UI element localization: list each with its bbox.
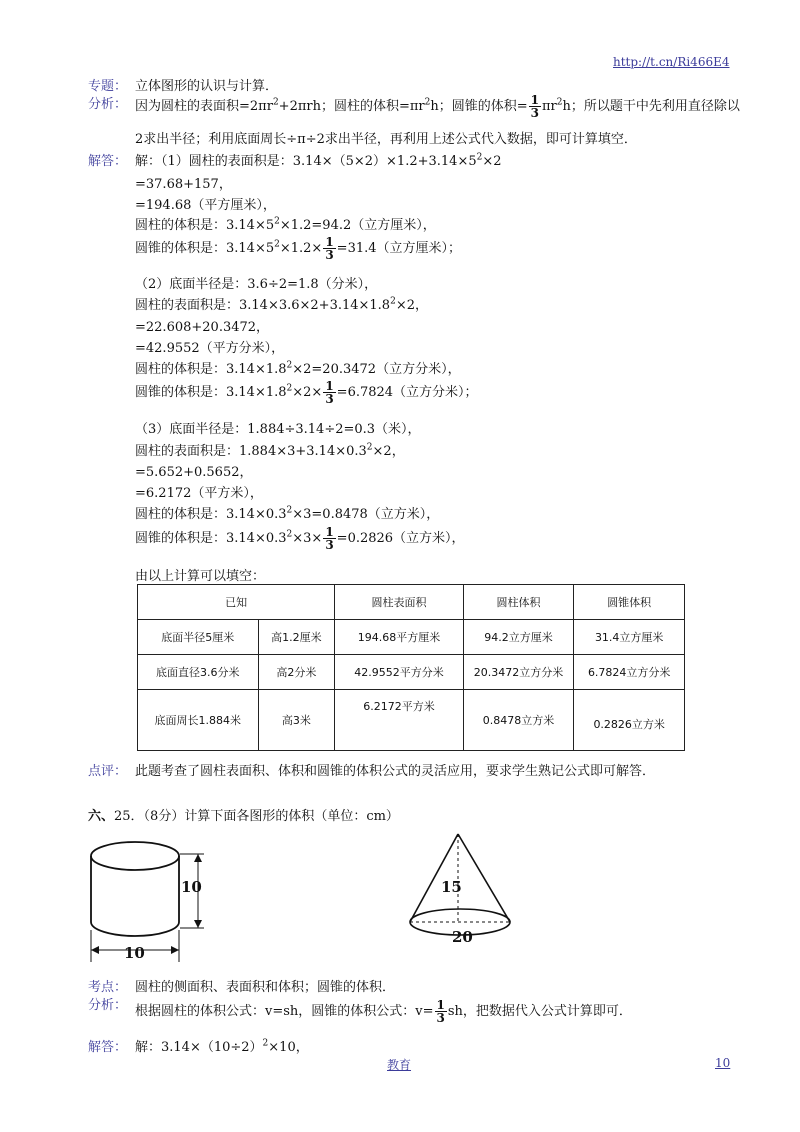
table-cell: 高2分米 bbox=[258, 655, 335, 690]
cone-diameter-label: 20 bbox=[452, 928, 473, 946]
table-row bbox=[138, 690, 685, 751]
solution-line: 圆柱的体积是：$3.14\times 1.8^2\times 2=20.3472$（立方分米）， bbox=[135, 360, 461, 377]
solution-line: =5.652+0.5652， bbox=[135, 465, 253, 480]
solution-line: 圆柱的体积是：$3.14\times 0.3^2\times 3=0.8478$（立方米）， bbox=[135, 505, 440, 522]
table-header-cell: 圆锥体积 bbox=[574, 585, 685, 620]
footer-link[interactable]: 教育 bbox=[387, 1058, 412, 1072]
solution-line: =37.68+157， bbox=[135, 177, 232, 192]
solution-line: =6.2172（平方米）， bbox=[135, 486, 263, 501]
kaodian-label: 考点： bbox=[88, 980, 128, 995]
table-cell: 6.7824立方分米 bbox=[574, 655, 685, 690]
table-header-cell: 圆柱体积 bbox=[463, 585, 574, 620]
table-header-cell: 圆柱表面积 bbox=[335, 585, 464, 620]
comment-label: 点评： bbox=[88, 764, 128, 779]
comment-text: 此题考查了圆柱表面积、体积和圆锥的体积公式的灵活应用，要求学生熟记公式即可解答． bbox=[135, 764, 656, 779]
table-header-row bbox=[138, 585, 685, 620]
solution-line: =22.608+20.3472， bbox=[135, 320, 270, 335]
solution-line: =194.68（平方厘米）， bbox=[135, 198, 276, 213]
analysis-label: 分析： bbox=[88, 97, 128, 112]
table-cell: 0.2826立方米 bbox=[574, 690, 685, 751]
page-number: 10 bbox=[715, 1056, 731, 1070]
topic-label: 专题： bbox=[88, 79, 128, 94]
answer-label: 解答： bbox=[88, 154, 128, 169]
table-cell: 31.4立方厘米 bbox=[574, 620, 685, 655]
table-cell: 42.9552平方分米 bbox=[335, 655, 464, 690]
table-cell: 94.2立方厘米 bbox=[463, 620, 574, 655]
table-row bbox=[138, 620, 685, 655]
solution-line: （3）底面半径是：1.884÷3.14÷2=0.3（米）， bbox=[135, 422, 421, 437]
q25-answer-label: 解答： bbox=[88, 1040, 128, 1055]
kaodian-text: 圆柱的侧面积、表面积和体积；圆锥的体积． bbox=[135, 980, 396, 995]
cylinder-height-label: 10 bbox=[181, 878, 202, 896]
solution-line: 由以上计算可以填空： bbox=[135, 569, 266, 584]
header-link[interactable]: http://t.cn/Ri466E4 bbox=[613, 55, 730, 69]
solution-line: 圆锥的体积是：$3.14\times 0.3^2\times 3\times$ $\frac{1}{3}$ =0.2826（立方米）， bbox=[135, 525, 465, 552]
q25-analysis-label: 分析： bbox=[88, 998, 128, 1013]
summary-table bbox=[137, 584, 685, 751]
analysis-line-1: 因为圆柱的表面积$=2\pi r^2+2\pi rh$；圆柱的体积$=\pi r^2h$；圆锥的体积= $\frac{1}{3}$ $\pi r^2h$；所以题干中先利用直径除以 bbox=[135, 93, 740, 120]
table-cell: 20.3472立方分米 bbox=[463, 655, 574, 690]
solution-line: 圆柱的体积是：$3.14\times 5^2\times 1.2=94.2$（立方厘米）， bbox=[135, 216, 436, 233]
cone-slant-label: 15 bbox=[441, 878, 462, 896]
fraction-one-third: $\frac{1}{3}$ bbox=[530, 93, 539, 120]
q25-analysis-text: 根据圆柱的体积公式：v=sh，圆锥的体积公式：v= $\frac{1}{3}$ sh，把数据代入公式计算即可． bbox=[135, 998, 632, 1025]
solution-line: 圆锥的体积是：$3.14\times 5^2\times 1.2\times$ $\frac{1}{3}$ =31.4（立方厘米）； bbox=[135, 235, 462, 262]
analysis-line-2: 2求出半径；利用底面周长÷π÷2求出半径，再利用上述公式代入数据，即可计算填空． bbox=[135, 132, 637, 147]
table-cell: 底面直径3.6分米 bbox=[138, 655, 259, 690]
question-25-title: 六、25．（8分）计算下面各图形的体积（单位：cm） bbox=[88, 809, 399, 824]
table-cell: 6.2172平方米 bbox=[335, 690, 464, 751]
solution-line: 圆柱的表面积是：$3.14\times 3.6\times 2+3.14\times 1.8^2\times 2$， bbox=[135, 296, 428, 313]
table-row bbox=[138, 655, 685, 690]
cylinder-width-label: 10 bbox=[124, 944, 145, 962]
solution-line: =42.9552（平方分米）， bbox=[135, 341, 285, 356]
table-cell: 高3米 bbox=[258, 690, 335, 751]
solution-line: 圆锥的体积是：$3.14\times 1.8^2\times 2\times$ $\frac{1}{3}$ =6.7824（立方分米）； bbox=[135, 379, 478, 406]
table-cell: 0.8478立方米 bbox=[463, 690, 574, 751]
table-header-cell: 已知 bbox=[138, 585, 335, 620]
q25-answer-text: 解：$3.14\times(10\div 2)^2\times 10$， bbox=[135, 1038, 309, 1055]
table-cell: 高1.2厘米 bbox=[258, 620, 335, 655]
solution-line: 解：（1）圆柱的表面积是：$3.14\times(5\times 2)\times 1.2+3.14\times 5^2\times 2$ bbox=[135, 152, 502, 169]
solution-line: 圆柱的表面积是：$1.884\times 3+3.14\times 0.3^2\times 2$， bbox=[135, 442, 405, 459]
solution-line: （2）底面半径是：3.6÷2=1.8（分米）， bbox=[135, 277, 378, 292]
table-cell: 底面周长1.884米 bbox=[138, 690, 259, 751]
topic-text: 立体图形的认识与计算． bbox=[135, 79, 279, 94]
table-cell: 194.68平方厘米 bbox=[335, 620, 464, 655]
table-cell: 底面半径5厘米 bbox=[138, 620, 259, 655]
cylinder-figure bbox=[80, 838, 230, 970]
